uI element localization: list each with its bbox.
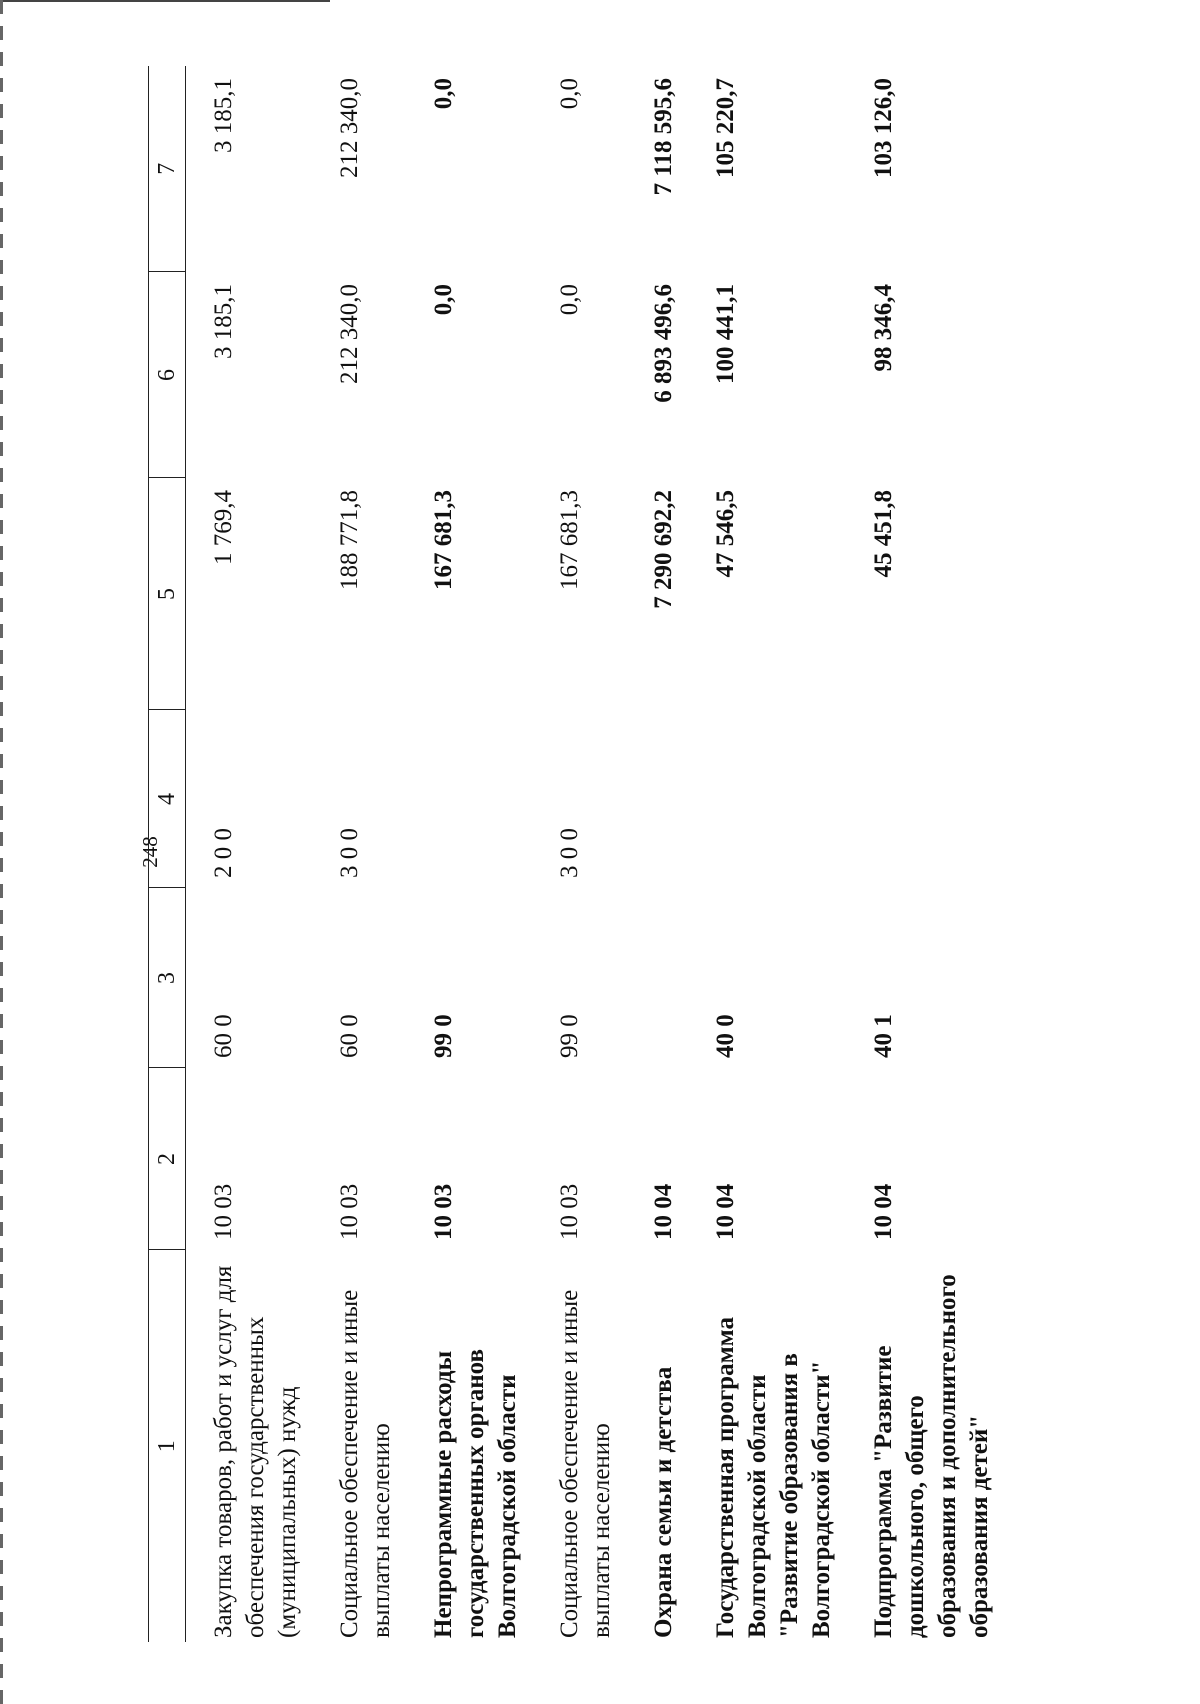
row-name: Государственная программа Волгоградской области "Развитие образования в Волгоградской области": [712, 1317, 835, 1638]
page-number: 248: [138, 836, 162, 868]
amount-col7: 3 185,1: [210, 78, 237, 153]
amount-col7: 103 126,0: [870, 78, 897, 178]
amount-col5: 167 681,3: [556, 490, 583, 590]
target-code: 99 0: [430, 1014, 457, 1058]
amount-col6: 212 340,0: [336, 284, 363, 384]
target-code: 40 0: [712, 1014, 739, 1058]
amount-col7: 7 118 595,6: [650, 78, 677, 196]
amount-col6: 0,0: [556, 284, 583, 316]
amount-col5: 1 769,4: [210, 490, 237, 565]
column-header: 2: [149, 1068, 186, 1250]
section-code: 10 03: [210, 1183, 237, 1240]
amount-col6: 6 893 496,6: [650, 284, 677, 403]
row-name: Социальное обеспечение и иные выплаты населению: [336, 1289, 395, 1638]
expense-type-code: [626, 710, 688, 888]
target-code: [626, 888, 688, 1068]
row-name: Закупка товаров, работ и услуг для обеспечения государственных (муниципальных) нужд: [210, 1265, 301, 1638]
row-name: Подпрограмма "Развитие дошкольного, общего образования и дополнительного образования детей": [870, 1274, 993, 1638]
expense-type-code: [406, 710, 532, 888]
section-code: 10 04: [870, 1183, 897, 1240]
table-row: [312, 66, 406, 1642]
amount-col5: 47 546,5: [712, 490, 739, 578]
target-code: 60 0: [336, 1014, 363, 1058]
expense-type-code: [846, 710, 1004, 888]
expense-type-code: 3 0 0: [336, 828, 363, 878]
section-code: 10 03: [556, 1183, 583, 1240]
section-code: 10 03: [336, 1183, 363, 1240]
column-header: 5: [149, 478, 186, 710]
table-row: [186, 66, 313, 1642]
target-code: 60 0: [210, 1014, 237, 1058]
amount-col6: 100 441,1: [712, 284, 739, 384]
table-row: [406, 66, 532, 1642]
column-header: 1: [149, 1250, 186, 1642]
amount-col7: 0,0: [430, 78, 457, 110]
table-row: [846, 66, 1004, 1642]
table-header-row: [149, 66, 186, 1642]
section-code: 10 03: [430, 1183, 457, 1240]
row-name: Охрана семьи и детства: [650, 1366, 677, 1638]
expense-type-code: 2 0 0: [210, 828, 237, 878]
amount-col7: 212 340,0: [336, 78, 363, 178]
expense-type-code: [688, 710, 846, 888]
amount-col5: 7 290 692,2: [650, 490, 677, 609]
section-code: 10 04: [712, 1183, 739, 1240]
budget-table: [148, 66, 1004, 1642]
amount-col6: 0,0: [430, 284, 457, 316]
table-row: [688, 66, 846, 1642]
target-code: 99 0: [556, 1014, 583, 1058]
column-header: 6: [149, 272, 186, 478]
row-name: Социальное обеспечение и иные выплаты населению: [556, 1289, 615, 1638]
amount-col5: 45 451,8: [870, 490, 897, 578]
column-header: 3: [149, 888, 186, 1068]
section-code: 10 04: [650, 1183, 677, 1240]
column-header: 7: [149, 66, 186, 272]
amount-col7: 0,0: [556, 78, 583, 110]
amount-col7: 105 220,7: [712, 78, 739, 178]
table-row: [532, 66, 626, 1642]
amount-col6: 98 346,4: [870, 284, 897, 372]
target-code: 40 1: [870, 1014, 897, 1058]
amount-col5: 167 681,3: [430, 490, 457, 590]
table-row: [626, 66, 688, 1642]
amount-col6: 3 185,1: [210, 284, 237, 359]
column-header: 4: [149, 710, 186, 888]
amount-col5: 188 771,8: [336, 490, 363, 590]
row-name: Непрограммные расходы государственных органов Волгоградской области: [430, 1348, 521, 1638]
expense-type-code: 3 0 0: [556, 828, 583, 878]
